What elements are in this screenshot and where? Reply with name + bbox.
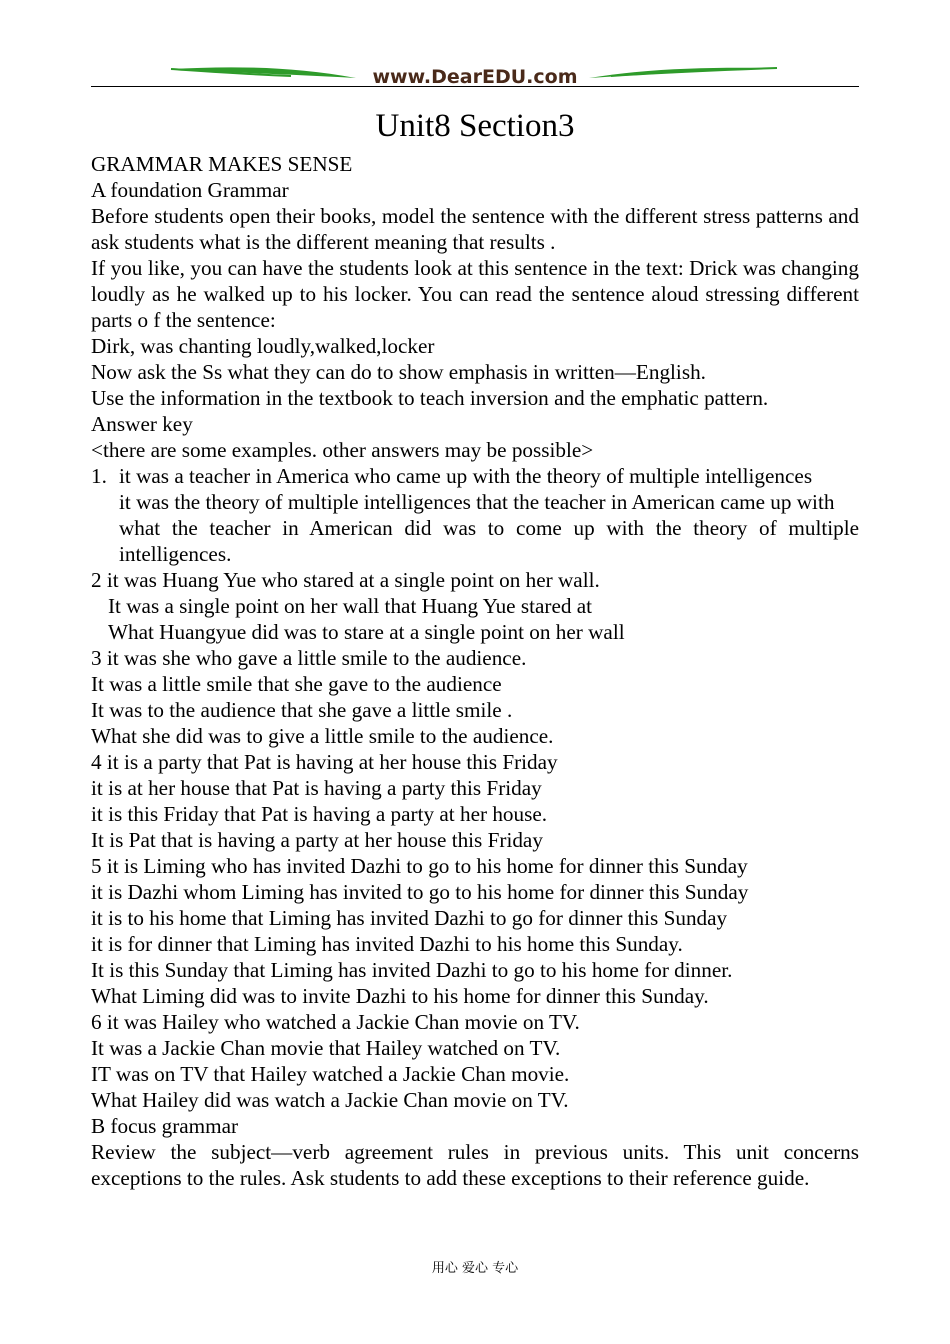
- answer-line: it was a teacher in America who came up with the theory of multiple intelligences: [119, 464, 813, 488]
- answer-line: it is Dazhi whom Liming has invited to go to his home for dinner this Sunday: [91, 880, 749, 904]
- paragraph: Review the subject—verb agreement rules in previous units. This unit concerns exceptions to the rules. Ask students to add these exceptions to their reference guide.: [91, 1140, 859, 1190]
- answer-line: 4 it is a party that Pat is having at her house this Friday: [91, 750, 558, 774]
- left-swoosh: [171, 67, 356, 78]
- answer-line: it is this Friday that Pat is having a party at her house.: [91, 802, 548, 826]
- answer-line: IT was on TV that Hailey watched a Jackie Chan movie.: [91, 1062, 570, 1086]
- answer-line: it is at her house that Pat is having a party this Friday: [91, 776, 542, 800]
- site-name: www.DearEDU.com: [372, 66, 578, 88]
- answer-line: It was to the audience that she gave a little smile .: [91, 698, 513, 722]
- document-body: [91, 151, 859, 1191]
- answer-line: it is to his home that Liming has invited Dazhi to go for dinner this Sunday: [91, 906, 728, 930]
- answer-line: It was a little smile that she gave to the audience: [91, 672, 502, 696]
- answer-line: what the teacher in American did was to come up with the theory of multiple intelligences.: [119, 516, 859, 566]
- answer-line: It is this Sunday that Liming has invited Dazhi to go to his home for dinner.: [91, 958, 733, 982]
- paragraph: Dirk, was chanting loudly,walked,locker: [91, 334, 435, 358]
- answer-item-1: [91, 463, 859, 489]
- answer-line: it is for dinner that Liming has invited Dazhi to his home this Sunday.: [91, 932, 683, 956]
- answer-line: What she did was to give a little smile to the audience.: [91, 724, 554, 748]
- answer-line: 5 it is Liming who has invited Dazhi to go to his home for dinner this Sunday: [91, 854, 748, 878]
- answer-line: It was a Jackie Chan movie that Hailey watched on TV.: [91, 1036, 561, 1060]
- answer-line: 2 it was Huang Yue who stared at a single point on her wall.: [91, 568, 600, 592]
- answer-key-note: <there are some examples. other answers may be possible>: [91, 438, 594, 462]
- paragraph: Before students open their books, model the sentence with the different stress patterns and ask students what is the different meaning that results .: [91, 204, 859, 254]
- subsection-heading: A foundation Grammar: [91, 178, 289, 202]
- answer-line: it was the theory of multiple intelligences that the teacher in American came up with: [119, 490, 835, 514]
- answer-line: It is Pat that is having a party at her house this Friday: [91, 828, 543, 852]
- answer-key-heading: Answer key: [91, 412, 193, 436]
- answer-line: What Huangyue did was to stare at a single point on her wall: [108, 620, 625, 644]
- answer-line: 6 it was Hailey who watched a Jackie Chan movie on TV.: [91, 1010, 580, 1034]
- section-heading: GRAMMAR MAKES SENSE: [91, 152, 353, 176]
- answer-line: 3 it was she who gave a little smile to the audience.: [91, 646, 527, 670]
- page-footer: 用心 爱心 专心: [431, 1261, 519, 1276]
- paragraph: Now ask the Ss what they can do to show emphasis in written—English.: [91, 360, 706, 384]
- answer-line: What Hailey did was watch a Jackie Chan movie on TV.: [91, 1088, 569, 1112]
- answer-line: What Liming did was to invite Dazhi to his home for dinner this Sunday.: [91, 984, 709, 1008]
- site-header-banner: [91, 62, 859, 88]
- header-divider: [91, 86, 859, 87]
- paragraph: If you like, you can have the students look at this sentence in the text: Drick was changing loudly as he walked up to his locker. You can read the sentence aloud stressing different parts o f the sentence:: [91, 256, 859, 332]
- page-title: Unit8 Section3: [375, 108, 575, 144]
- answer-line: It was a single point on her wall that Huang Yue stared at: [108, 594, 593, 618]
- item-number: 1.: [91, 464, 107, 488]
- paragraph: Use the information in the textbook to teach inversion and the emphatic pattern.: [91, 386, 769, 410]
- subsection-heading: B focus grammar: [91, 1114, 239, 1138]
- banner-swoosh-graphic: [91, 62, 859, 88]
